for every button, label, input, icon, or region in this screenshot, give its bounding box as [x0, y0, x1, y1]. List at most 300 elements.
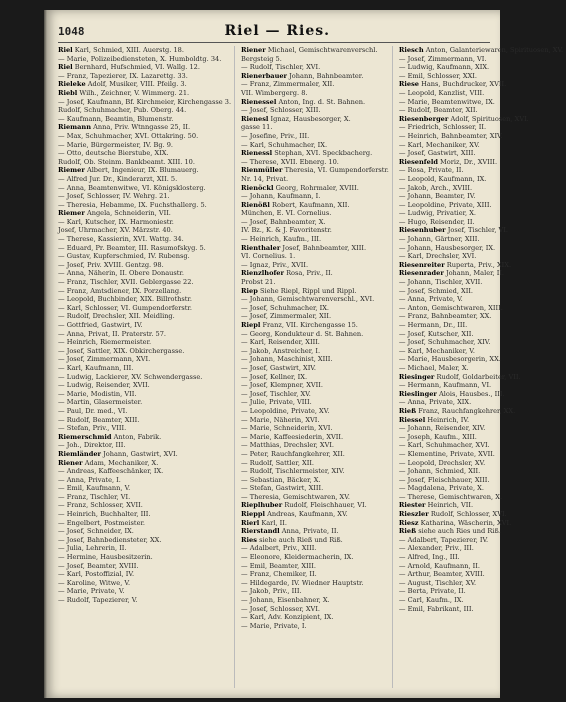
entry-details: Albert, Ingenieur, IX. Blumauerg. [86, 166, 199, 175]
entry-details: — Alexander, Priv., III. [398, 544, 474, 553]
directory-entry [58, 553, 231, 562]
entry-details: — Rudolf, Tapezierer, V. [58, 596, 138, 604]
entry-details: — Jakob, Priv., III. [241, 587, 302, 596]
entry-details: — Johann, Gärtner, XIII. [398, 235, 480, 244]
directory-entry [399, 364, 563, 373]
entry-details: gasse 11. [241, 123, 273, 132]
entry-details: — Josef, Sattler, XIX. Obkirchergasse. [58, 346, 185, 355]
entry-details: — Heinrich, Riemermeister. [58, 338, 152, 347]
entry-details: — Engelbert, Postmeister. [58, 518, 145, 527]
entry-details: — Josef, Fleischhauer, XIII. [398, 475, 490, 484]
entry-surname: Ries [241, 535, 257, 544]
entry-details: — Max, Schuhmacher, XVI. Ottakring. 50. [58, 131, 199, 140]
directory-entry [58, 527, 231, 536]
directory-entry [58, 347, 231, 356]
entry-details: — Franz, Chemiker, II. [241, 570, 317, 579]
directory-entry [241, 295, 389, 304]
directory-entry [399, 106, 563, 115]
directory-entry [58, 579, 231, 588]
directory-entry [58, 149, 231, 158]
directory-entry [58, 123, 231, 132]
entry-details: Rudolf, Fleischhauer, VI. [284, 501, 367, 510]
directory-entry [399, 562, 563, 571]
entry-details: VII. Wimbergerg. 8. [241, 88, 308, 97]
directory-entry [58, 55, 231, 64]
directory-entry [58, 441, 231, 450]
directory-entry [241, 605, 389, 614]
entry-details: — Joseph, Kaufm., XIII. [398, 432, 477, 441]
directory-entry [399, 201, 563, 210]
entry-details: — Theresia, Hebamme, IX. Fuchsthallerg. 5. [58, 200, 207, 209]
directory-entry [58, 312, 231, 321]
entry-details: — Johann, Maschinist, XIII. [241, 355, 333, 364]
entry-details: Heinrich, VII. [427, 501, 474, 510]
entry-details: — Josef, Schlosser, XIII. [241, 106, 321, 115]
directory-entry [241, 304, 389, 313]
directory-entry [58, 433, 231, 442]
entry-surname: Rienzlhofer [241, 269, 284, 278]
entry-details: Johann, Bahnbeamter. [289, 71, 364, 80]
entry-surname: Riessel [398, 415, 426, 424]
entry-details: — Emil, Schlosser, XXI. [398, 71, 477, 80]
entry-surname: Riesenberger [398, 114, 449, 123]
entry-details: — Josef, Schuhmacher, IX. [241, 303, 330, 312]
entry-details: — Johann, Kaufmann, I. [241, 192, 321, 201]
entry-surname: Rienessel [241, 97, 277, 106]
entry-details: — Josef, Schuhmacher, XIV. [398, 338, 491, 347]
entry-details: — Marie, Private, V. [58, 587, 125, 596]
entry-details: — Julia, Lehrerin, II. [58, 544, 127, 553]
directory-entry [241, 587, 389, 596]
entry-details: — Josef, Kutscher, XII. [398, 329, 474, 338]
directory-entry [58, 596, 231, 605]
entry-details: — Marie, Schneiderin, XVI. [241, 424, 333, 433]
directory-entry [241, 321, 389, 330]
entry-surname: Riesenfeld [398, 157, 438, 166]
directory-entry [399, 55, 563, 64]
directory-entry [399, 433, 563, 442]
entry-surname: Rieplhuber [241, 501, 283, 510]
entry-details: — Johann, Gemischtwarenverschl., XVI. [241, 295, 375, 304]
entry-details: Franz, Rauchfangkehrer, XX. [418, 406, 516, 415]
entry-details: — Paul, Dr. med., VI. [58, 406, 128, 415]
directory-entry [399, 536, 563, 545]
entry-details: — Stefan, Gastwirt, XIII. [241, 484, 324, 493]
entry-surname: Riener [241, 46, 266, 54]
directory-entry [241, 158, 389, 167]
directory-entry [58, 158, 231, 167]
entry-details: siehe auch Ries und Riß. [418, 527, 501, 536]
directory-entry [58, 209, 231, 218]
directory-entry [58, 562, 231, 571]
directory-entry [241, 72, 389, 81]
entry-details: — Leopold, Kanzlist, VIII. [398, 88, 485, 97]
entry-details: — Josef, Priv. XVIII. Gentzg. 98. [58, 260, 164, 269]
entry-surname: Rieppl [241, 510, 265, 519]
directory-entry [241, 536, 389, 545]
directory-entry [399, 72, 563, 81]
entry-details: — Marie, Näherin, XVI. [241, 415, 320, 424]
entry-surname: Rieslinger [398, 389, 437, 398]
entry-surname: Rieleke [58, 80, 86, 89]
entry-details: — Hermann, Kaufmann, VI. [398, 381, 492, 390]
directory-entry [399, 278, 563, 287]
entry-details: Adolf, Spirituosen, XVI. [450, 114, 529, 123]
entry-details: — Josef, Kaufmann, Bf. Kirchmeier, Kirchengasse 3. [58, 97, 232, 106]
entry-surname: Riester [398, 501, 426, 510]
directory-entry [58, 330, 231, 339]
directory-entry [241, 579, 389, 588]
directory-entry [399, 269, 563, 278]
entry-details: — Karl, Schlosser, VI. Gumpendorferstr. [58, 303, 192, 312]
entry-surname: Rienößl [241, 200, 270, 209]
entry-details: Rosa, Priv., II. [286, 269, 333, 278]
entry-details: — Andreas, Kaffeeschänker, IX. [58, 467, 164, 476]
entry-details: — Peter, Rauchfangkehrer, XII. [241, 449, 345, 458]
directory-entry [399, 115, 563, 124]
entry-surname: Riemerschmid [58, 432, 112, 441]
directory-entry [241, 364, 389, 373]
entry-details: — Alfred Jur. Dr., Kinderarzt, XII. 5. [58, 174, 178, 183]
directory-entry [58, 218, 231, 227]
entry-details: Robert, Kaufmann, XII. [272, 200, 350, 209]
entry-details: — Ludwig, Reisender, XVII. [58, 381, 150, 390]
entry-details: — Heinrich, Bahnbeamter, XIV. [398, 131, 503, 140]
directory-entry [399, 476, 563, 485]
directory-entry [241, 201, 389, 210]
directory-entry [58, 132, 231, 141]
directory-entry [58, 166, 231, 175]
entry-details: Franz, VII. Kirchengasse 15. [262, 321, 358, 329]
entry-details: — Joh., Direktor, III. [58, 441, 126, 450]
directory-entry [399, 123, 563, 132]
entry-details: — Theresia, Gemischtwaren, XV. [241, 492, 350, 501]
directory-entry [58, 519, 231, 528]
directory-entry [399, 519, 563, 528]
entry-details: — Rosa, Private, II. [398, 166, 464, 175]
directory-entry [399, 493, 563, 502]
entry-details: — Johann, Eisenbahner, X. [241, 596, 330, 604]
directory-entry [241, 467, 389, 476]
entry-surname: Riesenreiter [398, 260, 445, 269]
directory-entry [399, 424, 563, 433]
directory-entry [399, 244, 563, 253]
column-3 [399, 46, 566, 688]
directory-entry [241, 459, 389, 468]
directory-entry [399, 441, 563, 450]
entry-details: Anton, Ing. d. St. Bahnen. [278, 97, 366, 106]
directory-entry [399, 355, 563, 364]
entry-details: — Berta, Private, II. [398, 587, 466, 596]
entry-surname: Rienesl [241, 114, 269, 123]
entry-details: Rudolf, Schlosser, XVI. [430, 510, 507, 519]
directory-entry [399, 141, 563, 150]
directory-entry [58, 175, 231, 184]
directory-entry [58, 364, 231, 373]
page-header [58, 20, 490, 43]
entry-details: — Josef, Schmied, XII. [398, 286, 474, 295]
entry-surname: Rieß [398, 527, 417, 536]
page-number: 1048 [58, 24, 85, 38]
directory-entry [58, 304, 231, 313]
directory-entry [399, 149, 563, 158]
directory-entry [241, 613, 389, 622]
entry-details: Johann, Gastwirt, XVI. [103, 449, 178, 458]
directory-entry [399, 312, 563, 321]
entry-details: Anton, Galanteriewaren, Spirituosen, XV. [425, 46, 564, 54]
entry-details: — Leopold, Drechsler, XV. [398, 458, 486, 467]
entry-details: — Anna, Privat, II. Praterstr. 57. [58, 329, 167, 338]
directory-entry [399, 484, 563, 493]
directory-entry [58, 46, 231, 55]
entry-details: — Marie, Hausbesorgerin, XX. [398, 355, 501, 364]
directory-entry [399, 605, 563, 614]
directory-entry [241, 527, 389, 536]
entry-details: Rudolf, Ob. Steinm. Bankbeamt. XIII. 10. [58, 157, 195, 166]
entry-surname: Rienerbauer [241, 71, 288, 80]
entry-details: — Magdalena, Private, X. [398, 484, 484, 493]
directory-entry [399, 226, 563, 235]
directory-entry [399, 63, 563, 72]
directory-entry [241, 141, 389, 150]
entry-details: — Hugo, Reisender, II. [398, 217, 475, 226]
entry-details: — Marie, Kaffeesiederin, XVII. [241, 432, 344, 441]
directory-entry [58, 476, 231, 485]
entry-details: Wilh., Zeichner, V. Wimmerg. 21. [79, 88, 190, 97]
column-2 [241, 46, 393, 688]
directory-entry [58, 287, 231, 296]
directory-entry [399, 235, 563, 244]
entry-details: — Otto, deutsche Bierstube, XIX. [58, 149, 169, 158]
directory-entry [399, 450, 563, 459]
directory-entry [241, 192, 389, 201]
entry-surname: Riese [398, 80, 419, 89]
directory-entry [58, 106, 231, 115]
entry-details: — Rudolf, Tischlermeister, XIV. [241, 467, 345, 476]
entry-details: — Marie, Modistin, VII. [58, 389, 137, 398]
entry-details: — Rudolf, Beamter, XII. [398, 106, 478, 115]
entry-details: — Josef, Zimmermann, XVI. [58, 355, 151, 364]
entry-details: — Josef, Zimmermann, VI. [398, 54, 487, 63]
entry-details: — Gottfried, Gastwirt, IV. [58, 321, 143, 329]
entry-details: Adolf, Musiker, VIII. Pfeilg. 3. [87, 80, 187, 89]
directory-entry [399, 80, 563, 89]
entry-details: — Josef, Tischler, XV. [241, 389, 311, 398]
entry-details: Rudolf, Schuhmacher, Pub. Oberg. 44. [58, 106, 187, 115]
directory-entry [241, 390, 389, 399]
directory-entry [241, 553, 389, 562]
directory-entry [241, 287, 389, 296]
directory-entry [241, 80, 389, 89]
entry-details: — Karl, Mechaniker, V. [398, 346, 476, 355]
directory-entry [58, 98, 231, 107]
directory-entry [399, 510, 563, 519]
directory-entry [241, 89, 389, 98]
entry-details: — Josef, Klempner, XVII. [241, 381, 323, 390]
directory-entry [241, 570, 389, 579]
directory-entry [58, 587, 231, 596]
directory-entry [399, 158, 563, 167]
directory-entry [399, 338, 563, 347]
directory-entry [58, 192, 231, 201]
directory-entry [399, 175, 563, 184]
entry-details: — Ignaz, Priv., XVII. [241, 260, 309, 269]
entry-details: — Therese, XVII. Ebnerg. 10. [241, 157, 339, 166]
directory-entry [241, 244, 389, 253]
directory-entry [58, 416, 231, 425]
entry-surname: Riepl [241, 321, 261, 329]
directory-entry [399, 407, 563, 416]
entry-details: VI. Cornelius. 1. [241, 252, 296, 261]
entry-details: — Rudolf, Drechsler, XII. Meidling. [58, 312, 175, 321]
entry-surname: Riel [58, 46, 73, 54]
entry-details: Angela, Schneiderin, VII. [86, 209, 171, 218]
entry-details: siehe auch Rieß und Riß. [259, 535, 343, 544]
entry-details: — Georg, Kondukteur d. St. Bahnen. [241, 329, 364, 338]
entry-details: Anton, Fabrik. [113, 432, 162, 441]
entry-details: Josef, Bahnbeamter, XIII. [282, 243, 367, 252]
directory-entry [58, 252, 231, 261]
entry-details: — Eleonore, Kleidermacherin, IX. [241, 553, 354, 562]
entry-details: — Julie, Private, VIII. [241, 398, 312, 407]
entry-details: Michael, Gemischtwarenverschl. [267, 46, 378, 54]
entry-details: — Franz, Tapezierer, IX. Lazarettg. 33. [58, 71, 188, 80]
entry-details: Anna, Private, II. [281, 527, 339, 536]
entry-details: — Anna, Private, XIX. [398, 398, 472, 407]
entry-details: — Marie, Private, I. [241, 621, 307, 630]
directory-entry [399, 132, 563, 141]
directory-entry [399, 398, 563, 407]
directory-entry [58, 450, 231, 459]
entry-details: — Anna, Beamtenwitwe, VI. Königsklosterg. [58, 183, 206, 192]
entry-details: — Anna, Näherin, II. Obere Donaustr. [58, 269, 184, 278]
entry-details: Bergsteig 5. [241, 54, 282, 63]
entry-details: — Josef, Kellner, IX. [241, 372, 308, 381]
entry-details: München, E. VI. Cornelius. [241, 209, 332, 218]
entry-details: — Josefine, Priv., III. [241, 131, 310, 140]
entry-details: — Arnold, Kaufmann, II. [398, 561, 480, 570]
entry-surname: Rierstandl [241, 527, 280, 536]
entry-surname: Rienthaler [241, 243, 281, 252]
directory-entry [58, 295, 231, 304]
entry-details: — Stefan, Priv., VIII. [58, 424, 127, 433]
directory-entry [241, 55, 389, 64]
entry-details: — Rudolf, Beamter, XIII. [58, 415, 140, 424]
entry-surname: Riemer [58, 166, 85, 175]
directory-entry [58, 570, 231, 579]
directory-entry [241, 544, 389, 553]
entry-details: — Anna, Private, V. [398, 295, 463, 304]
entry-details: — Johann, Hausbesorger, IX. [398, 243, 496, 252]
directory-entry [241, 398, 389, 407]
entry-details: Johann, Maler, II. [445, 269, 505, 278]
directory-entry [58, 544, 231, 553]
directory-entry [58, 510, 231, 519]
directory-entry [399, 467, 563, 476]
directory-entry [399, 416, 563, 425]
entry-details: — Ludwig, Lackierer, XV. Schwendergasse. [58, 372, 203, 381]
entry-surname: Riesenrader [398, 269, 444, 278]
directory-entry [58, 484, 231, 493]
entry-surname: Rienöckl [241, 183, 274, 192]
directory-entry [399, 98, 563, 107]
directory-entry [58, 141, 231, 150]
entry-details: — Leopoldine, Private, XIII. [398, 200, 492, 209]
directory-entry [399, 579, 563, 588]
entry-details: — Carl, Kaufm., IX. [398, 596, 464, 604]
entry-details: — Martin, Glasermeister. [58, 398, 143, 407]
entry-details: — Heinrich, Kaufm., III. [241, 235, 322, 244]
directory-entry [241, 484, 389, 493]
entry-details: — Karl, Schuhmacher, XVI. [398, 441, 490, 450]
directory-entry [399, 570, 563, 579]
directory-entry [58, 536, 231, 545]
directory-entry [241, 106, 389, 115]
entry-details: — August, Tischler, XV. [398, 578, 477, 587]
entry-details: — Klementine, Private, XVII. [398, 449, 495, 458]
entry-details: — Ludwig, Privatier, X. [398, 209, 477, 218]
directory-entry [399, 304, 563, 313]
entry-details: Ruperta, Priv., XIX. [446, 260, 512, 269]
directory-entry [399, 381, 563, 390]
entry-surname: Riesenhuber [398, 226, 446, 235]
directory-entry [58, 184, 231, 193]
directory-entry [399, 252, 563, 261]
entry-details: — Therese, Gemischtwaren, X. [398, 492, 503, 501]
directory-entry [399, 501, 563, 510]
entry-details: — Adalbert, Tapezierer, IV. [398, 535, 489, 544]
entry-details: Stephan, XVI. Speckbacherg. [274, 149, 373, 158]
directory-entry [58, 269, 231, 278]
directory-entry [58, 493, 231, 502]
directory-entry [241, 407, 389, 416]
entry-details: Heinrich, IV. [427, 415, 470, 424]
directory-entry [58, 278, 231, 287]
entry-details: — Friedrich, Schlosser, II. [398, 123, 487, 132]
directory-entry [58, 373, 231, 382]
directory-entry [58, 390, 231, 399]
entry-details: — Franz, Tischler, VI. [58, 492, 131, 501]
directory-entry [241, 622, 389, 631]
entry-details: — Jakob, Anstreicher, I. [241, 346, 321, 355]
entry-surname: Rieß [398, 406, 417, 415]
directory-entry [399, 184, 563, 193]
entry-details: — Josef, Zimmermaler, XII. [241, 312, 332, 321]
entry-details: — Alfred, Ing., III. [398, 553, 460, 562]
directory-entry [241, 278, 389, 287]
entry-surname: Riesinger [398, 372, 435, 381]
entry-details: — Anton, Gemischtwaren, XIII. [398, 303, 503, 312]
entry-surname: Riebl [58, 88, 78, 97]
entry-details: — Emil, Beamter, XIII. [241, 561, 316, 570]
entry-details: — Karl, Adv. Konzipient, IX. [241, 613, 334, 622]
entry-details: — Karl, Reisender, XIII. [241, 338, 320, 347]
directory-entry [399, 596, 563, 605]
directory-entry [241, 166, 389, 175]
directory-entry [399, 209, 563, 218]
directory-entry [58, 355, 231, 364]
directory-entry [399, 373, 563, 382]
directory-entry [241, 519, 389, 528]
entry-details: — Hermine, Hausbesitzerin. [58, 553, 153, 562]
directory-entry [399, 46, 563, 55]
entry-details: Theresia, VI. Gumpendorferstr. [284, 166, 389, 175]
entry-details: — Leopoldine, Private, XV. [241, 406, 330, 415]
directory-entry [399, 459, 563, 468]
directory-entry [241, 355, 389, 364]
directory-entry [58, 80, 231, 89]
directory-entry [399, 261, 563, 270]
